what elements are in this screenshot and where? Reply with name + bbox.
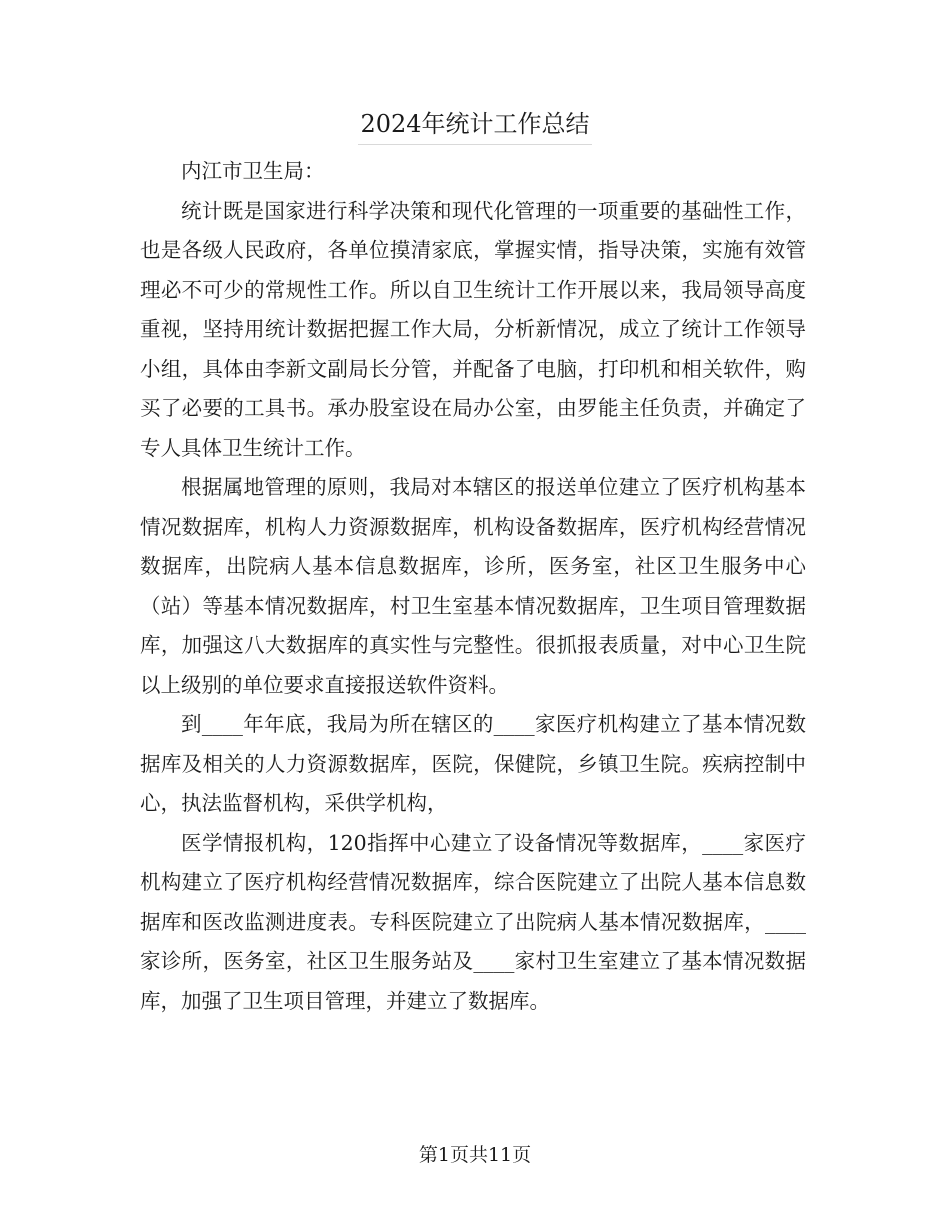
document-title [0,104,950,145]
paragraph-2: 根据属地管理的原则，我局对本辖区的报送单位建立了医疗机构基本情况数据库，机构人力资源数据库，机构设备数据库，医疗机构经营情况数据库，出院病人基本信息数据库，诊所，医务室，社区卫生服务中心（站）等基本情况数据库，村卫生室基本情况数据库，卫生项目管理数据库，加强这八大数据库的真实性与完整性。很抓报表质量，对中心卫生院以上级别的单位要求直接报送软件资料。 [140,475,806,697]
document-body [140,152,806,1021]
paragraph-3: 到____年年底，我局为所在辖区的____家医疗机构建立了基本情况数据库及相关的人力资源数据库，医院，保健院，乡镇卫生院。疾病控制中心，执法监督机构，采供学机构， [140,712,806,815]
page-number-footer: 第1页共11页 [418,1144,532,1166]
paragraph-1: 统计既是国家进行科学决策和现代化管理的一项重要的基础性工作，也是各级人民政府，各单位摸清家底，掌握实情，指导决策，实施有效管理必不可少的常规性工作。所以自卫生统计工作开展以来，我局领导高度重视，坚持用统计数据把握工作大局，分析新情况，成立了统计工作领导小组，具体由李新文副局长分管，并配备了电脑，打印机和相关软件，购买了必要的工具书。承办股室设在局办公室，由罗能主任负责，并确定了专人具体卫生统计工作。 [140,198,806,460]
paragraph-4: 医学情报机构，120指挥中心建立了设备情况等数据库，____家医疗机构建立了医疗机构经营情况数据库，综合医院建立了出院人基本信息数据库和医改监测进度表。专科医院建立了出院病人基本情况数据库，____家诊所，医务室，社区卫生服务站及____家村卫生室建立了基本情况数据库，加强了卫生项目管理，并建立了数据库。 [140,830,806,1013]
salutation: 内江市卫生局： [181,159,325,183]
document-title-text: 2024年统计工作总结 [358,104,591,145]
